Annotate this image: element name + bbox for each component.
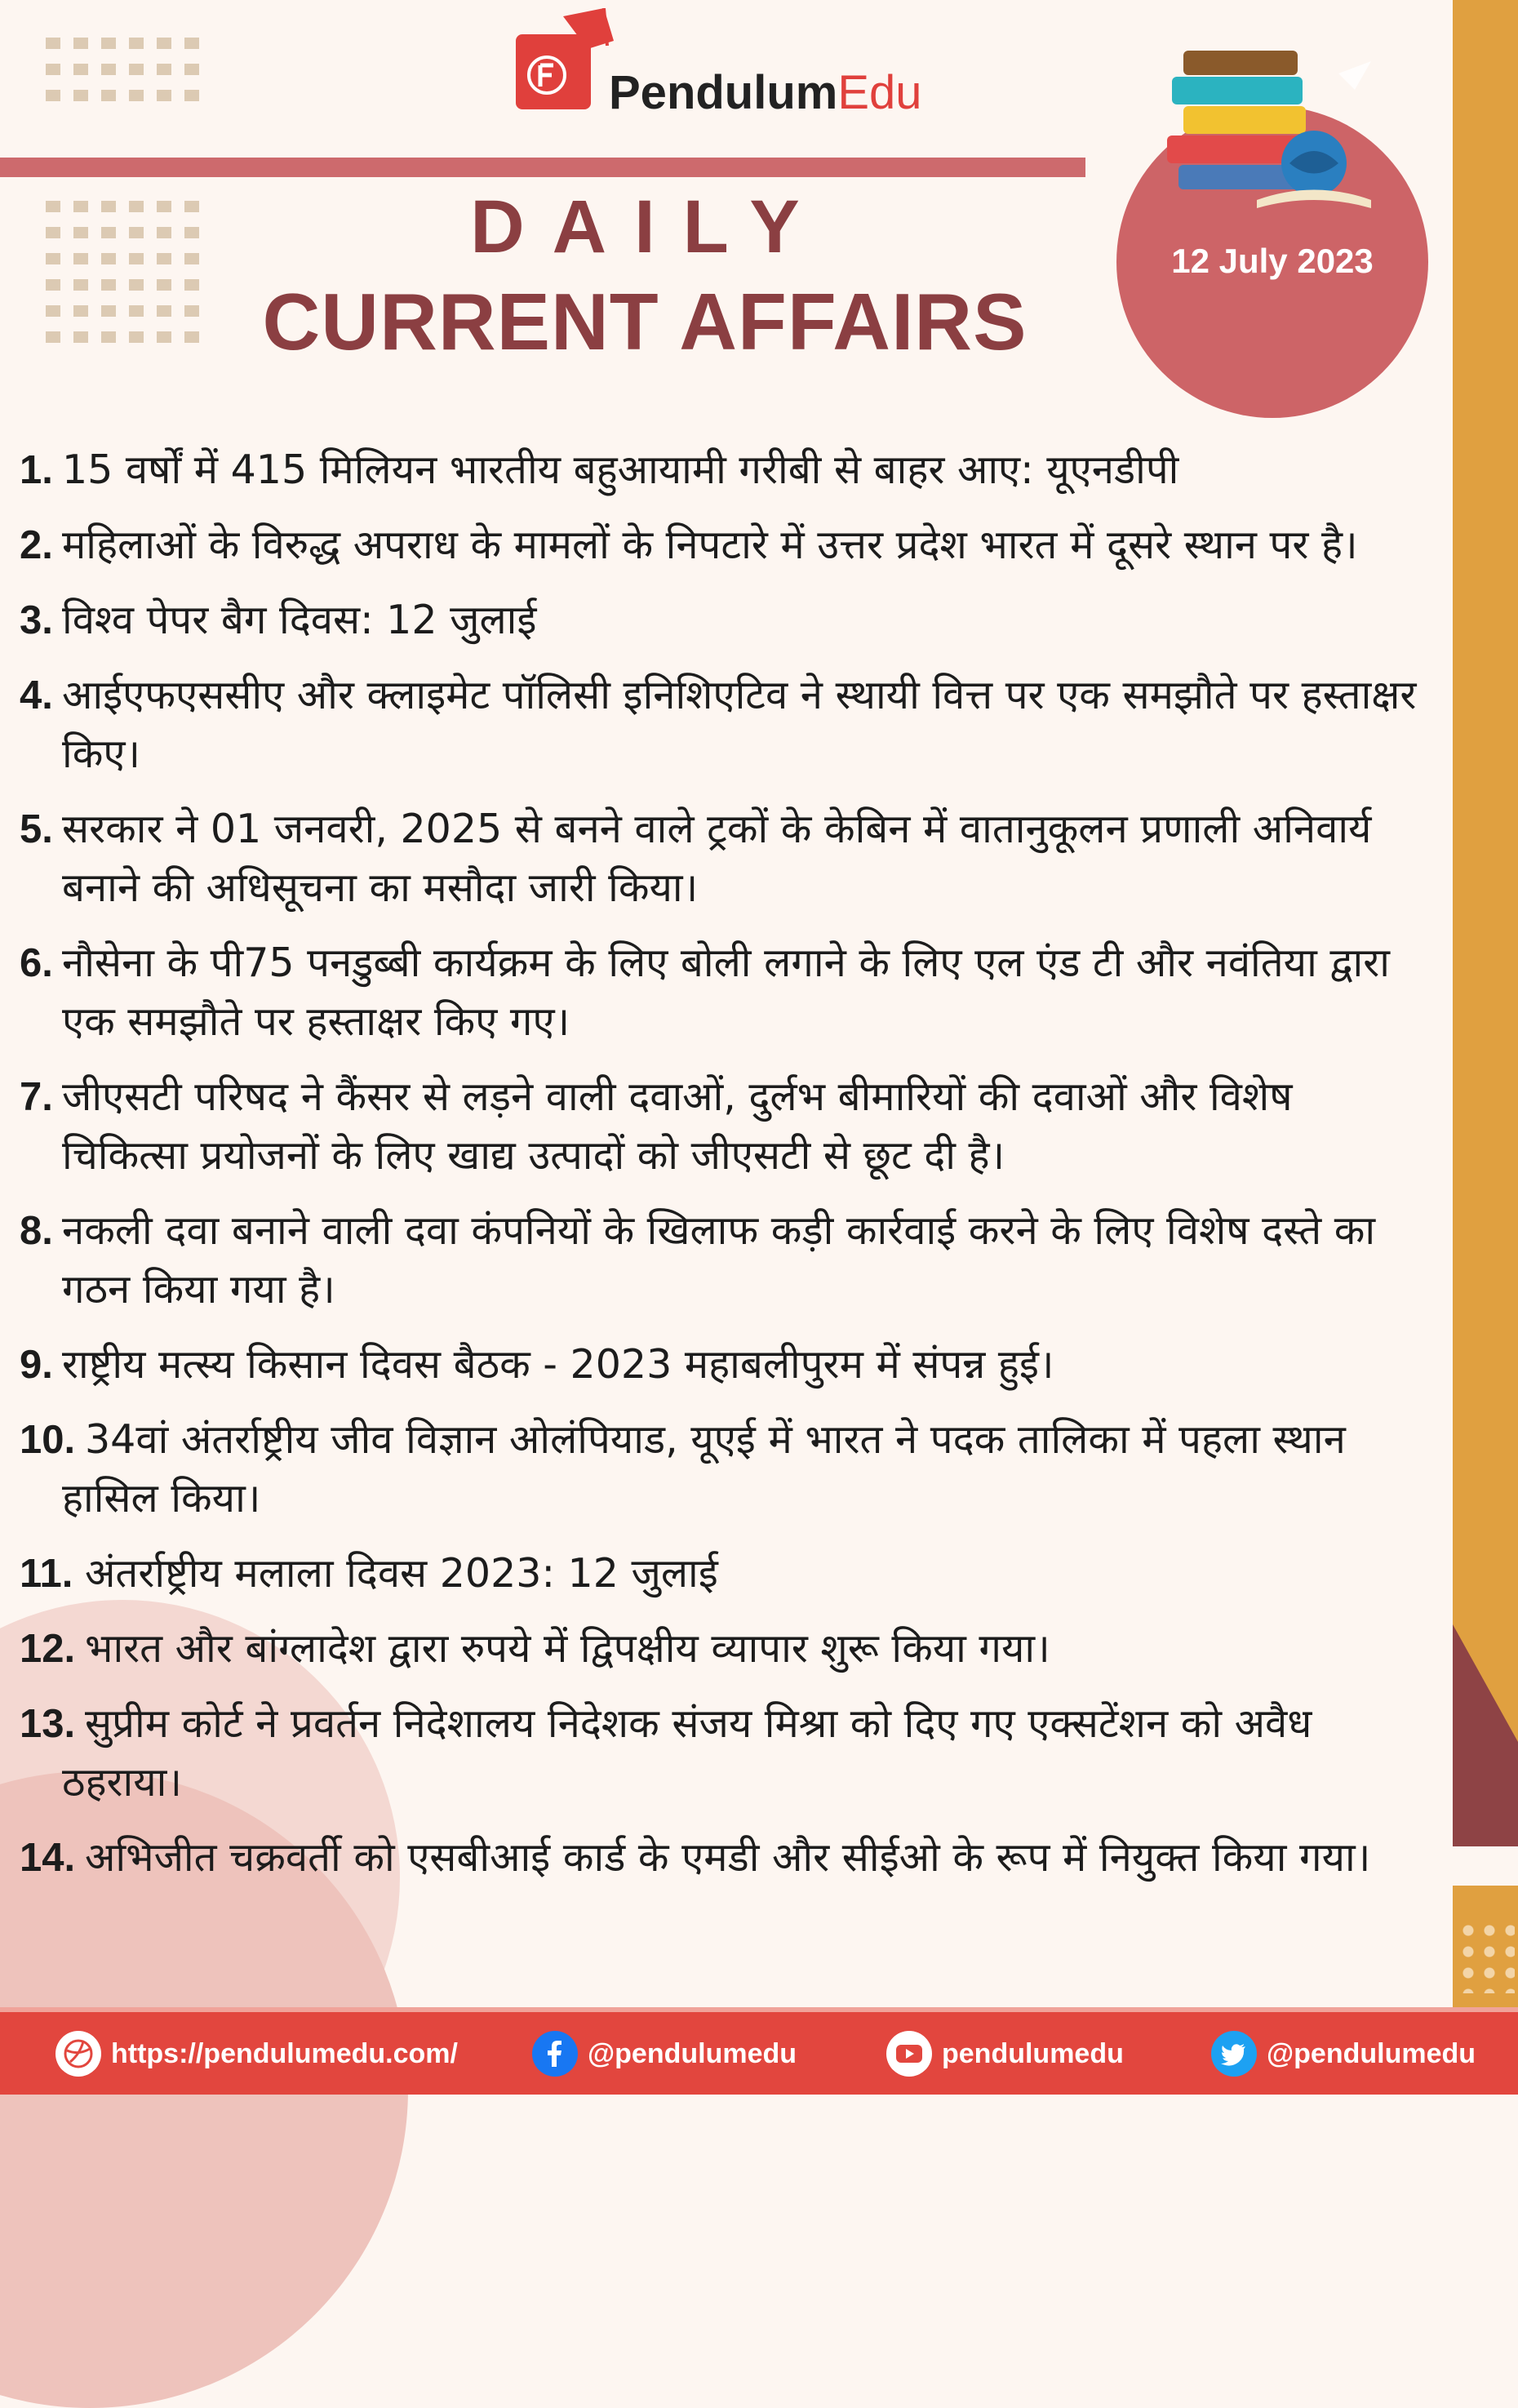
graduation-cap-icon [555,8,620,57]
dot-pattern [1458,1920,1515,1993]
list-item: 1. 15 वर्षों में 415 मिलियन भारतीय बहुआयामी गरीबी से बाहर आए: यूएनडीपी [20,447,1179,493]
books-globe-icon [1151,41,1396,237]
list-item: 5. सरकार ने 01 जनवरी, 2025 से बनने वाले ट्रकों के केबिन में वातानुकूलन प्रणाली अनिवार्य बनाने की अधिसूचना का मसौदा जारी किया। [20,806,1372,911]
title-daily: DAILY [470,185,828,269]
list-item: 7. जीएसटी परिषद ने कैंसर से लड़ने वाली दवाओं, दुर्लभ बीमारियों की दवाओं और विशेष चिकित्सा प्रयोजनों के लिए खाद्य उत्पादों को जीएसटी से छूट दी है। [20,1073,1293,1179]
twitter-icon [1211,2031,1257,2077]
list-item: 14. अभिजीत चक्रवर्ती को एसबीआई कार्ड के एमडी और सीईओ के रूप में नियुक्त किया गया। [20,1834,1371,1881]
youtube-icon [886,2031,932,2077]
date-label: 12 July 2023 [1171,242,1374,280]
list-item: 3. विश्व पेपर बैग दिवस: 12 जुलाई [20,597,537,643]
header-band [0,158,1085,177]
side-stripe-gap [1453,1846,1518,1886]
facebook-link[interactable]: @pendulumedu [532,2029,797,2078]
news-list [20,441,1423,1904]
list-item: 6. नौसेना के पी75 पनडुब्बी कार्यक्रम के लिए बोली लगाने के लिए एल एंड टी और नवंतिया द्वारा एक समझौते पर हस्ताक्षर किए गए। [20,940,1390,1045]
list-item: 9. राष्ट्रीय मत्स्य किसान दिवस बैठक - 2023 महाबलीपुरम में संपन्न हुई। [20,1341,1054,1388]
list-item: 12. भारत और बांग्लादेश द्वारा रुपये में द्विपक्षीय व्यापार शुरू किया गया। [20,1625,1050,1672]
brand-name: PendulumEdu [609,66,922,119]
dot-pattern [46,38,199,101]
list-item: 13. सुप्रीम कोर्ट ने प्रवर्तन निदेशालय निदेशक संजय मिश्रा को दिए गए एक्सटेंशन को अवैध ठहराया। [20,1700,1312,1806]
list-item: 10. 34वां अंतर्राष्ट्रीय जीव विज्ञान ओलंपियाड, यूएई में भारत ने पदक तालिका में पहला स्थान हासिल किया। [20,1416,1346,1522]
twitter-link[interactable]: @pendulumedu [1211,2029,1476,2078]
website-link[interactable]: https://pendulumedu.com/ [55,2029,458,2078]
list-item: 11. अंतर्राष्ट्रीय मलाला दिवस 2023: 12 जुलाई [20,1550,718,1597]
list-item: 4. आईएफएससीए और क्लाइमेट पॉलिसी इनिशिएटिव ने स्थायी वित्त पर एक समझौते पर हस्ताक्षर किए। [20,672,1417,777]
youtube-link[interactable]: pendulumedu [886,2029,1124,2078]
dot-pattern [46,201,199,343]
facebook-icon [532,2031,578,2077]
list-item: 2. महिलाओं के विरुद्ध अपराध के मामलों के निपटारे में उत्तर प्रदेश भारत में दूसरे स्थान पर है। [20,522,1358,568]
globe-icon [55,2031,101,2077]
list-item: 8. नकली दवा बनाने वाली दवा कंपनियों के खिलाफ कड़ी कार्रवाई करने के लिए विशेष दस्ते का गठन किया गया है। [20,1207,1376,1313]
title-current-affairs: CURRENT AFFAIRS [262,277,1028,367]
